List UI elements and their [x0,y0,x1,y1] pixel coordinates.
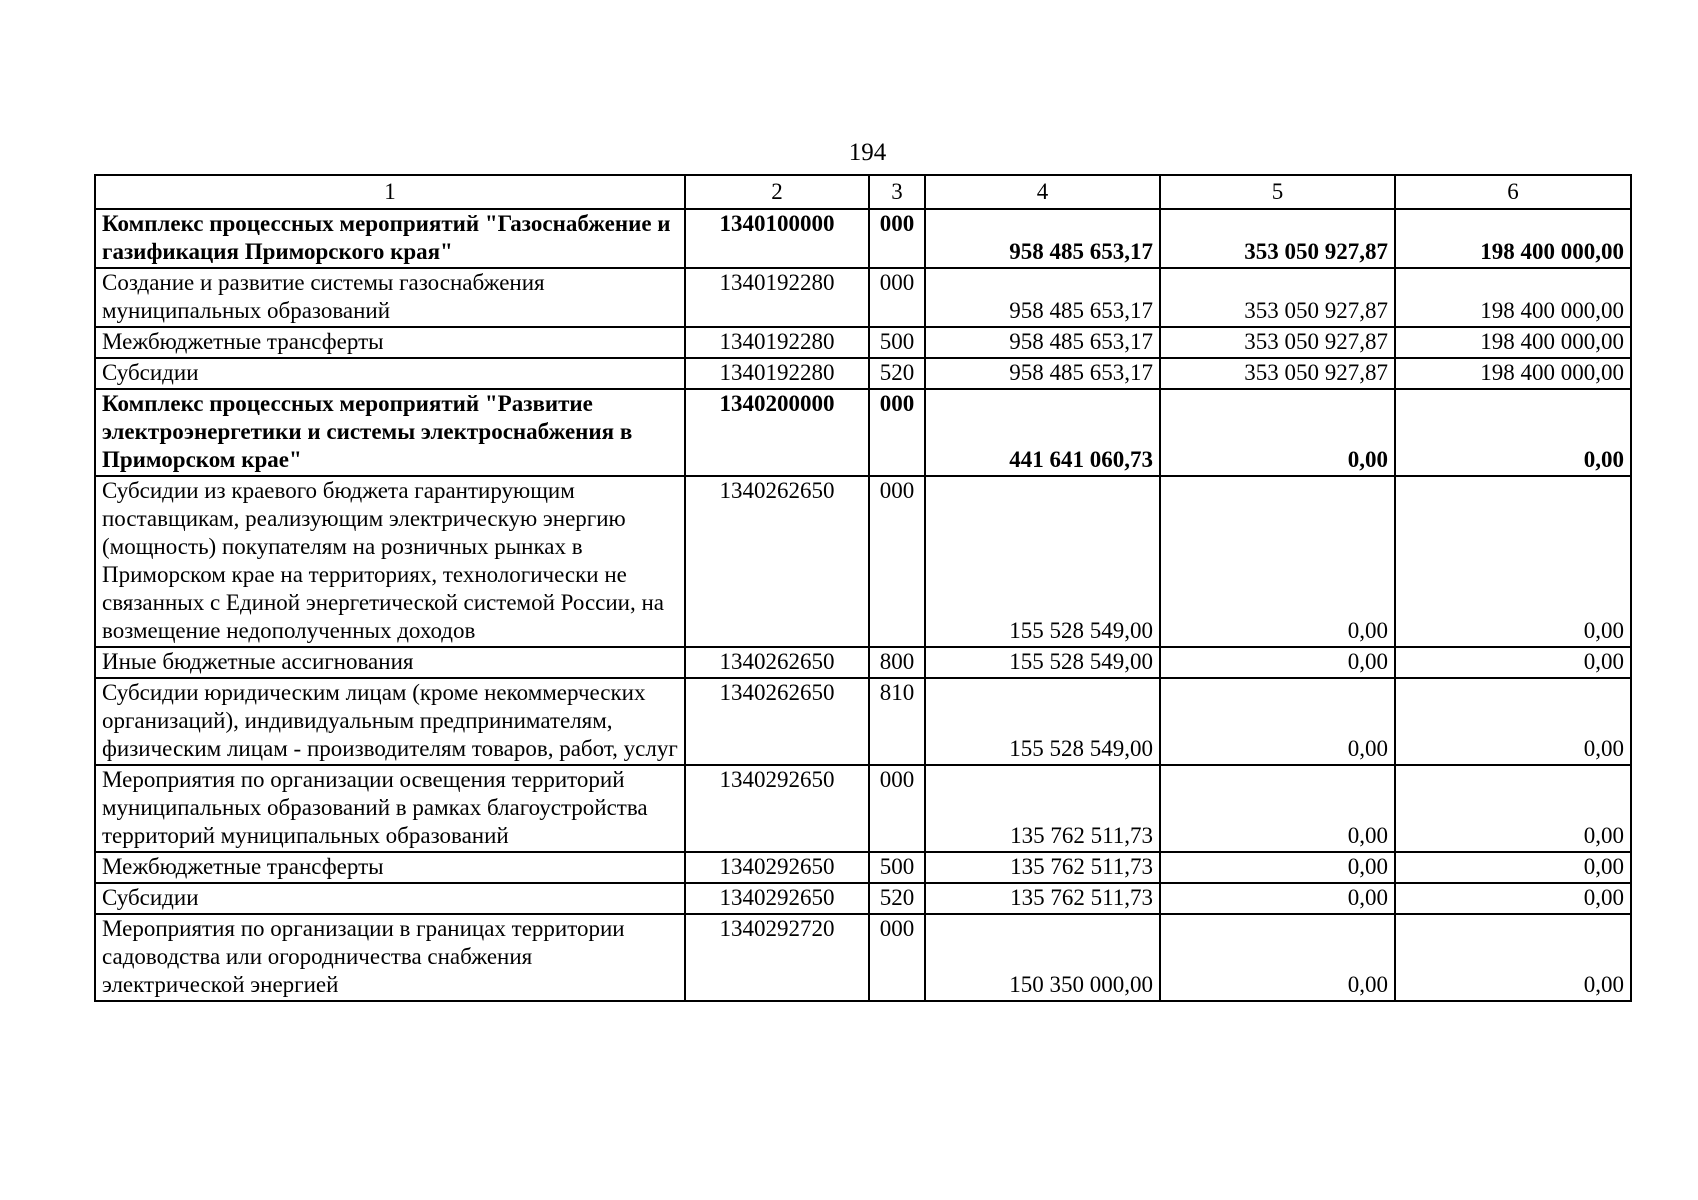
table-row [95,389,1631,476]
target-article-cell: 1340262650 [685,476,869,647]
column-number-cell: 5 [1160,175,1395,209]
row-name-cell: Субсидии [95,883,685,914]
column-number-cell: 1 [95,175,685,209]
amount-year3-cell: 0,00 [1395,647,1631,678]
row-name-cell: Мероприятия по организации в границах территории садоводства или огородничества снабжения электрической энергией [95,914,685,1001]
table-row [95,914,1631,1001]
amount-year2-cell: 0,00 [1160,765,1395,852]
table-row [95,678,1631,765]
table-row [95,358,1631,389]
table-row [95,852,1631,883]
amount-year3-cell: 0,00 [1395,678,1631,765]
expense-type-cell: 000 [869,389,925,476]
expense-type-cell: 000 [869,476,925,647]
amount-year2-cell: 0,00 [1160,647,1395,678]
amount-year3-cell: 0,00 [1395,476,1631,647]
target-article-cell: 1340292720 [685,914,869,1001]
column-number-cell: 2 [685,175,869,209]
amount-year3-cell: 198 400 000,00 [1395,268,1631,327]
amount-year1-cell: 958 485 653,17 [925,209,1160,268]
row-name-cell: Межбюджетные трансферты [95,852,685,883]
expense-type-cell: 520 [869,883,925,914]
target-article-cell: 1340292650 [685,852,869,883]
amount-year1-cell: 155 528 549,00 [925,476,1160,647]
row-name-cell: Мероприятия по организации освещения территорий муниципальных образований в рамках благоустройства территорий муниципальных образований [95,765,685,852]
amount-year2-cell: 0,00 [1160,852,1395,883]
amount-year1-cell: 155 528 549,00 [925,678,1160,765]
target-article-cell: 1340262650 [685,647,869,678]
target-article-cell: 1340200000 [685,389,869,476]
amount-year2-cell: 0,00 [1160,883,1395,914]
amount-year3-cell: 0,00 [1395,883,1631,914]
expense-type-cell: 000 [869,268,925,327]
table-row [95,647,1631,678]
row-name-cell: Создание и развитие системы газоснабжения муниципальных образований [95,268,685,327]
amount-year2-cell: 353 050 927,87 [1160,327,1395,358]
amount-year1-cell: 441 641 060,73 [925,389,1160,476]
amount-year1-cell: 135 762 511,73 [925,883,1160,914]
amount-year3-cell: 198 400 000,00 [1395,327,1631,358]
row-name-cell: Субсидии [95,358,685,389]
row-name-cell: Комплекс процессных мероприятий "Газоснабжение и газификация Приморского края" [95,209,685,268]
table-row [95,209,1631,268]
amount-year1-cell: 958 485 653,17 [925,327,1160,358]
row-name-cell: Субсидии из краевого бюджета гарантирующим поставщикам, реализующим электрическую энергию (мощность) покупателям на розничных рынках в Приморском крае на территориях, технологически не связанных с Единой энергетической системой России, на возмещение недополученных доходов [95,476,685,647]
amount-year2-cell: 353 050 927,87 [1160,268,1395,327]
amount-year2-cell: 0,00 [1160,678,1395,765]
amount-year3-cell: 0,00 [1395,852,1631,883]
amount-year1-cell: 958 485 653,17 [925,268,1160,327]
target-article-cell: 1340100000 [685,209,869,268]
budget-table [94,174,1632,1002]
amount-year3-cell: 198 400 000,00 [1395,209,1631,268]
amount-year2-cell: 0,00 [1160,389,1395,476]
amount-year2-cell: 0,00 [1160,914,1395,1001]
row-name-cell: Комплекс процессных мероприятий "Развитие электроэнергетики и системы электроснабжения в Приморском крае" [95,389,685,476]
column-number-row [95,175,1631,209]
expense-type-cell: 810 [869,678,925,765]
amount-year2-cell: 0,00 [1160,476,1395,647]
amount-year2-cell: 353 050 927,87 [1160,209,1395,268]
table-row [95,268,1631,327]
expense-type-cell: 500 [869,852,925,883]
target-article-cell: 1340292650 [685,883,869,914]
expense-type-cell: 000 [869,765,925,852]
amount-year1-cell: 958 485 653,17 [925,358,1160,389]
expense-type-cell: 800 [869,647,925,678]
target-article-cell: 1340192280 [685,358,869,389]
row-name-cell: Субсидии юридическим лицам (кроме некоммерческих организаций), индивидуальным предпринимателям, физическим лицам - производителям товаров, работ, услуг [95,678,685,765]
amount-year1-cell: 150 350 000,00 [925,914,1160,1001]
amount-year3-cell: 0,00 [1395,914,1631,1001]
table-row [95,883,1631,914]
row-name-cell: Иные бюджетные ассигнования [95,647,685,678]
amount-year3-cell: 0,00 [1395,765,1631,852]
table-row [95,476,1631,647]
target-article-cell: 1340192280 [685,327,869,358]
amount-year2-cell: 353 050 927,87 [1160,358,1395,389]
amount-year1-cell: 155 528 549,00 [925,647,1160,678]
target-article-cell: 1340192280 [685,268,869,327]
row-name-cell: Межбюджетные трансферты [95,327,685,358]
expense-type-cell: 520 [869,358,925,389]
amount-year3-cell: 198 400 000,00 [1395,358,1631,389]
expense-type-cell: 500 [869,327,925,358]
amount-year1-cell: 135 762 511,73 [925,852,1160,883]
table-row [95,765,1631,852]
column-number-cell: 4 [925,175,1160,209]
expense-type-cell: 000 [869,209,925,268]
amount-year3-cell: 0,00 [1395,389,1631,476]
target-article-cell: 1340292650 [685,765,869,852]
amount-year1-cell: 135 762 511,73 [925,765,1160,852]
expense-type-cell: 000 [869,914,925,1001]
table-row [95,327,1631,358]
column-number-cell: 6 [1395,175,1631,209]
column-number-cell: 3 [869,175,925,209]
target-article-cell: 1340262650 [685,678,869,765]
page-number: 194 [848,139,887,166]
